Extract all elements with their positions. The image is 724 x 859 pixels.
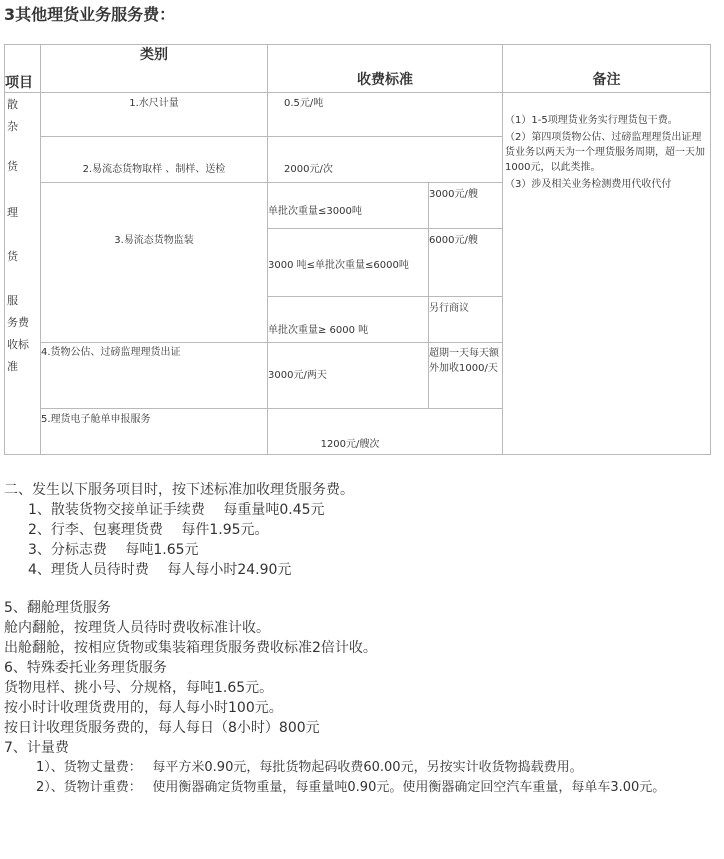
- category-cell: 4.货物公估、过磅监理理货出证: [41, 343, 268, 409]
- fee-cell: 2000元/次: [268, 137, 503, 183]
- category-cell: 1.水尺计量: [41, 93, 268, 137]
- list-item: 按小时计收理货费用的，每人每小时100元。: [4, 700, 283, 716]
- list-item: 3、分标志费 每吨1.65元: [28, 542, 199, 558]
- left-char: 货: [7, 250, 18, 263]
- section-heading: 3其他理货业务服务费：: [4, 5, 176, 24]
- left-char: 散: [7, 98, 18, 111]
- note-header-cell: [503, 45, 711, 93]
- notes-cell: [503, 93, 711, 455]
- note-1: （1）1-5项理货业务实行理货包干费。: [505, 115, 678, 126]
- list-item: 5、翻舱理货服务: [4, 600, 111, 616]
- condition-cell: 3000 吨≤单批次重量≤6000吨: [268, 229, 429, 297]
- note-2: （2）第四项货物公估、过磅监理理货出证理货业务以两天为一个理货服务周期，超一天加1000元，以此类推。: [505, 132, 705, 173]
- left-char: 准: [7, 360, 18, 373]
- condition-cell: 单批次重量≤3000吨: [268, 183, 429, 229]
- extra-fee-cell: 超期一天每天额外加收1000/天: [429, 343, 503, 409]
- category-cell: 5.理货电子舱单申报服务: [41, 409, 268, 455]
- category-cell: 2.易流态货物取样 、制样、送检: [41, 137, 268, 183]
- list-item: 1、散装货物交接单证手续费 每重量吨0.45元: [28, 502, 325, 518]
- list-item: 舱内翻舱，按理货人员待时费收标准计收。: [4, 620, 270, 636]
- left-char: 服: [7, 294, 18, 307]
- note-3: （3）涉及相关业务检测费用代收代付: [505, 179, 672, 190]
- list-item: 按日计收理货服务费的，每人每日（8小时）800元: [4, 720, 320, 736]
- list-item: 2）、货物计重费： 使用衡器确定货物重量，每重量吨0.90元。使用衡器确定回空汽车重量，每单车3.00元。: [36, 780, 666, 795]
- fee-cell: 3000元/艘: [429, 183, 503, 229]
- category-cell: 3.易流态货物监装: [41, 183, 268, 343]
- fee-cell: 1200元/艘次: [268, 409, 503, 455]
- fee-header-cell: [268, 45, 503, 93]
- item-header-cell: [5, 45, 41, 93]
- category-header: 类别: [140, 47, 168, 63]
- fee-cell: 另行商议: [429, 297, 503, 343]
- left-char: 收标: [7, 338, 29, 351]
- fee-header: 收费标准: [357, 72, 413, 88]
- list-item: 7、计量费: [4, 740, 69, 756]
- list-item: 6、特殊委托业务理货服务: [4, 660, 167, 676]
- additional-fees: [4, 480, 720, 798]
- list-item: 4、理货人员待时费 每人每小时24.90元: [28, 562, 292, 578]
- fee-table: [4, 44, 711, 455]
- item-header: 项目: [5, 75, 33, 91]
- list-item: 出舱翻舱，按相应货物或集装箱理货服务费收标准2倍计收。: [4, 640, 377, 656]
- fee-cell: 3000元/两天: [268, 343, 429, 409]
- left-vertical-label: [5, 93, 41, 455]
- list-item: 2、行李、包裹理货费 每件1.95元。: [28, 522, 269, 538]
- section-2-title: 二、发生以下服务项目时，按下述标准加收理货服务费。: [4, 482, 354, 498]
- fee-cell: 6000元/艘: [429, 229, 503, 297]
- note-header: 备注: [592, 72, 621, 88]
- category-header-cell: [41, 45, 268, 93]
- left-char: 理: [7, 206, 18, 219]
- list-item: 1）、货物丈量费： 每平方米0.90元，每批货物起码收费60.00元，另按实计收货物捣载费用。: [36, 760, 583, 775]
- left-char: 货: [7, 160, 18, 173]
- condition-cell: 单批次重量≥ 6000 吨: [268, 297, 429, 343]
- fee-cell: 0.5元/吨: [268, 93, 503, 137]
- left-char: 杂: [7, 120, 18, 133]
- left-char: 务费: [7, 316, 29, 329]
- list-item: 货物甩样、挑小号、分规格，每吨1.65元。: [4, 680, 274, 696]
